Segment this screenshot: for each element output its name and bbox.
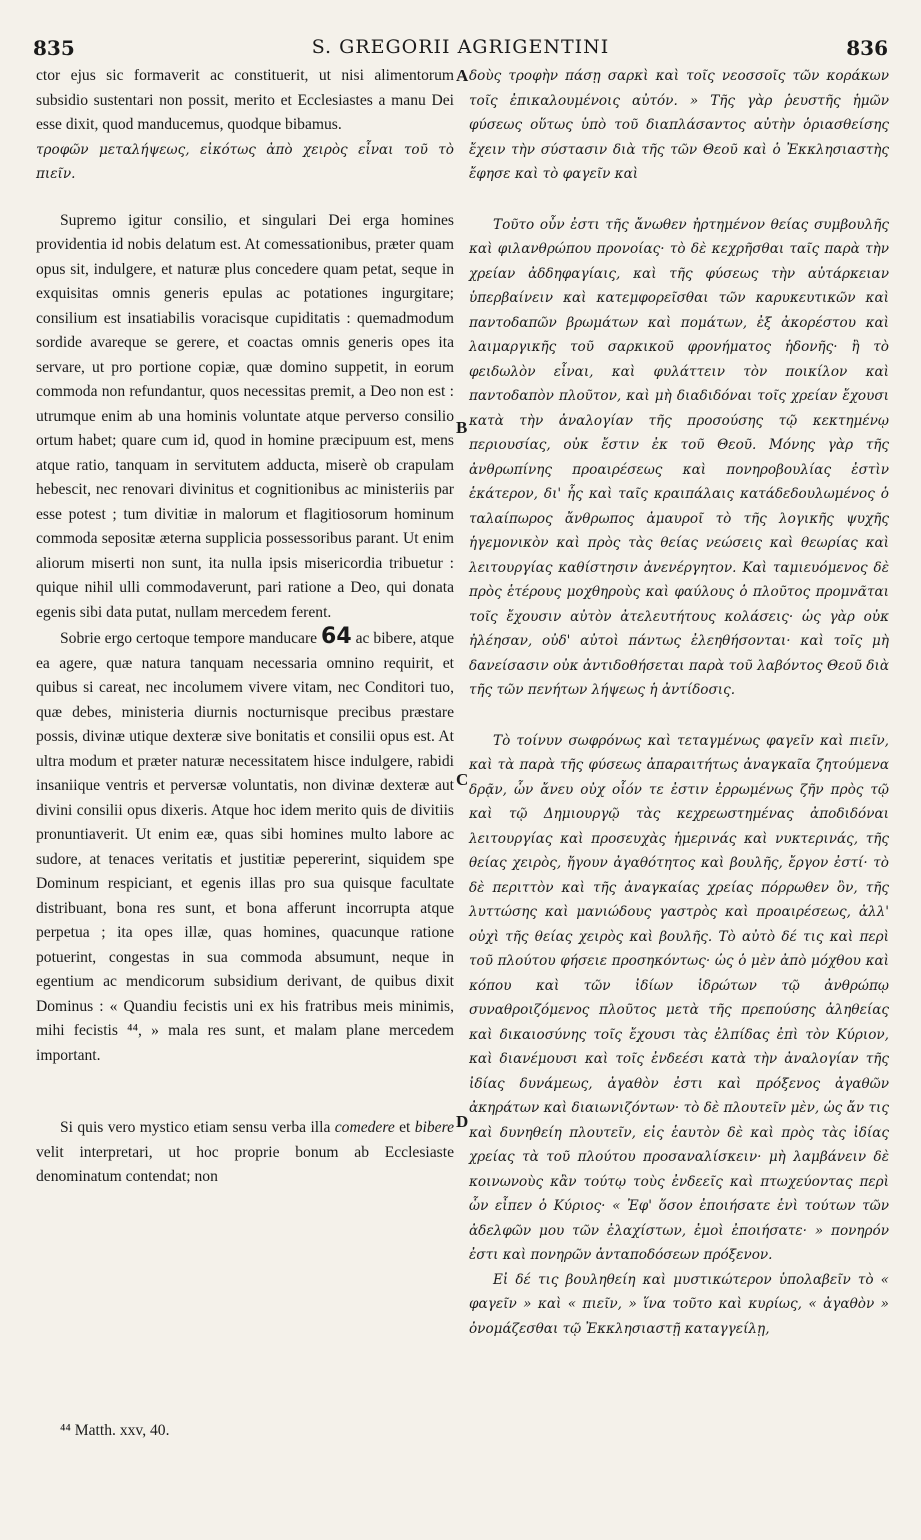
latin-paragraph: Sobrie ergo certoque tempore manducare 64 ac bibere, atque ea agere, quæ natura tanquam necessaria omnino requirit, et quibus si careat, nec incolumem vivere vitam, nec Conditori tuo, quæ debes, ministeria diurnis nocturnisque precibus præstare possis, divinæ utique dexteræ sive bonitatis et consilii opus est. At ultra modum et præter naturæ necessitatem hisce indulgere, rabidi insaniique ventris et perversæ voluntatis, non divinæ dexteræ aut divini consilii opus dixeris. Atque hoc idem merito quis de divitiis pronuntiaverit. Ut enim eæ, quas sibi homines multo labore ac sudore, at tenaces veritatis et justitiæ pepererint, siquidem spe Dominum respiciant, et egenis illas pro sua quisque facultate distribuant, bona res sunt, et bona afferunt incorrupta atque perpetua ; ita opes illæ, quas homines, quacunque ratione potuerint, congestas in sua commoda absumunt, neque in egentium ac mendicorum subsidium derivant, de quibus dixit Dominus : « Quandiu fecistis uni ex his fratribus meis minimis, mihi fecistis ⁴⁴, » mala res sunt, et malam plane mercedem important. [36,624,454,1064]
greek-fragment: τροφῶν μεταλήψεως, εἰκότως ἀπὸ χειρὸς εἶναι τοῦ τὸ πιεῖν. [36,141,454,182]
greek-paragraph: Εἰ δέ τις βουληθείη καὶ μυστικώτερον ὑπολαβεῖν τὸ « φαγεῖν » καὶ « πιεῖν, » ἵνα τοῦτο καὶ κυρίως, « ἀγαθὸν » ὀνομάζεσθαι τῷ Ἐκκλησιαστῇ καταγγείλῃ, [469,1271,889,1337]
left-page-number: 835 [33,36,75,60]
margin-marker-a: A [456,66,469,85]
column-number: 64 [321,624,352,649]
greek-paragraph: δοὺς τροφὴν πάσῃ σαρκὶ καὶ τοῖς νεοσσοῖς τῶν κοράκων τοῖς ἐπικαλουμένοις αὐτόν. » Τῆς γὰρ ῥευστῆς ἡμῶν φύσεως οὕτως ὑπὸ τοῦ διαπλάσαντος αὐτὴν ὁριασθείσης ἔχειν τὴν σύστασιν διὰ τῆς τῶν Θεοῦ καὶ ὁ Ἐκκλησιαστὴς ἔφησε καὶ τὸ φαγεῖν καὶ [469,68,889,182]
margin-marker-d: D [456,1112,469,1131]
latin-paragraph: ctor ejus sic formaverit ac constituerit, ut nisi alimentorum subsidio sustentari non possit, merito et Ecclesiastes a manu Dei esse dixit, quod manducemus, quodque bibamus. [36,67,454,133]
greek-paragraph: Τὸ τοίνυν σωφρόνως καὶ τεταγμένως φαγεῖν καὶ πιεῖν, καὶ τὰ παρὰ τῆς φύσεως ἀπαραιτήτως ἀναγκαῖα ζητούμενα δρᾷν, ὧν ἄνευ οὐχ οἷόν τε ἐστιν ἐρρωμένως ζῆν πρὸς τῷ καὶ τῷ Δημιουργῷ τὰς κεχρεωστημένας ἀποδιδόναι λειτουργίας καὶ προσευχὰς ἡμερινάς καὶ νυκτερινάς, τῆς θείας χειρὸς, ἤγουν ἀγαθότητος καὶ βουλῆς, ἔργον ἐστί· τὸ δὲ περιττὸν καὶ τῆς ἀναγκαίας χρείας πόρρωθεν ὂν, τῆς λυττώσης καὶ μανιώδους γαστρὸς καὶ προαιρέσεως, ἀλλ' οὐχὶ τῆς θείας χειρὸς καὶ βουλῆς. Τὸ αὐτὸ δέ τις καὶ περὶ τοῦ πλούτου φήσειε προσηκόντως· ὡς ὁ μὲν ἀπὸ μόχθου καὶ κόπου καὶ τῶν ἰδίων ἱδρώτων τῷ ἀνθρώπῳ συναθροιζόμενος πλοῦτος μετὰ τῆς πρεπούσης ἀληθείας καὶ δικαιοσύνης τοῖς ἔχουσι τὰς ἐλπίδας ἐπὶ τὸν Κύριον, καὶ διανέμουσι καὶ τοῖς ἐνδεέσι κατὰ τὴν ἀναλογίαν τῆς ἰδίας δυνάμεως, ἀγαθὸν ἐστι καὶ πρόξενος ἀγαθῶν ἀκηράτων καὶ διαιωνιζόντων· τὸ δὲ πλουτεῖν μὲν, ὡς ἄν τις καὶ δυνηθείη πλουτεῖν, εἰς ἑαυτὸν δὲ καὶ πρὸς τὰς ἰδίας χρείας τὰ τοῦ πλούτου προσαναλίσκειν· μὴ λαμβάνειν δὲ κοινωνοὺς κἂν τούτῳ τοὺς ἐνδεεῖς καὶ πτωχεύοντας περὶ ὧν εἶπεν ὁ Κύριος· « Ἐφ' ὅσον ἐποιήσατε ἑνὶ τούτων τῶν ἀδελφῶν μου τῶν ἐλαχίστων, ἐμοὶ ἐποιήσατε· » πονηρόν ἐστι καὶ πονηρῶν ἀνταποδόσεων πρόξενον. [469,732,889,1263]
running-title: S. GREGORII AGRIGENTINI [311,36,610,58]
page-header [33,36,888,62]
right-page-number: 836 [846,36,888,60]
margin-marker-b: B [456,418,468,437]
greek-column [469,64,889,1341]
latin-paragraph: Si quis vero mystico etiam sensu verba illa comedere et bibere velit interpretari, ut hoc proprie bonum ab Ecclesiaste denominatum contendat; non [36,1119,455,1185]
greek-paragraph: Τοῦτο οὖν ἐστι τῆς ἄνωθεν ἠρτημένον θείας συμβουλῆς καὶ φιλανθρώπου προνοίας· τὸ δὲ κεχρῆσθαι ταῖς παρὰ τὴν χρείαν ἀδδηφαγίαις, καὶ τῆς φύσεως τὴν αὐτάρκειαν ὑπερβαίνειν καὶ κατεμφορεῖσθαι τῶν καρυκευτικῶν καὶ παντοδαπῶν βρωμάτων καὶ πομάτων, ἐξ ἀκορέστου καὶ λαιμαργικῆς τοῦ σαρκικοῦ φρονήματος ἡδονῆς· ἢ τὸ φειδωλὸν εἶναι, καὶ φυλάττειν τὸν ποικίλον καὶ παντοδαπὸν πλοῦτον, καὶ μὴ διαδιδόναι τοῖς χρείαν ἔχουσι κατὰ τὴν ἀναλογίαν τῆς προσούσης τῷ κεκτημένῳ περιουσίας, οὐκ ἔστιν ἐκ τοῦ Θεοῦ. Μόνης γὰρ τῆς ἀνθρωπίνης προαιρέσεως καὶ πονηροβουλίας ἐστὶν ἑκάτερον, δι' ἧς καὶ ταῖς κραιπάλαις κατάδεδουλωμένος ὁ ταλαίπωρος ἄνθρωπος ἀμαυροῖ τὸ τῆς λογικῆς ψυχῆς ἡγεμονικὸν καὶ πρὸς τὰς θείας νεώσεις καὶ θεωρίας καὶ λειτουργίας καθίστησιν ἀνενέργητον. Καὶ ταμιευόμενος δὲ πρὸς ἑτέρους μοχθηροὺς καὶ φαύλους ὁ πλοῦτος προμνᾶται τοῖς ἔχουσιν αὐτὸν ἀτελευτήτους κολάσεις· ὡς γὰρ οὐκ ἠλέησαν, οὐδ' αὐτοὶ πάντως ἐλεηθήσονται· καὶ τοῖς μὴ δανείσασιν οὐκ ἀντιδοθήσεται παρὰ τοῦ λαβόντος Θεοῦ διὰ τῆς τῶν πενήτων λήψεως ἡ ἀντίδοσις. [469,216,889,698]
latin-paragraph: Supremo igitur consilio, et singulari Dei erga homines providentia id nobis delatum est. At comessationibus, præter quam opus sit, indulgere, et naturæ plus concedere quam petat, seque in exquisitas omnis generis epulas ac potationes ingurgitare; consilium est insatiabilis voracisque cupiditatis : quemadmodum sordide avareque se gerere, et coactas omnis generis opes ita servare, ut pro portione copiæ, quæ domino suppetit, in eorum commoda non refundantur, quos necessitas premit, a Deo non est : utrumque enim ab una hominis voluntate atque perverso consilio ortum habet; quare cum id, quod in homine præcipuum est, mens atque ratio, tanquam in servitutem adducta, miserè ob crapulam hebescit, nec renovari divinitus et cognitionibus ac ministeriis par esse potest ; tum divitiæ in malorum et flagitiosorum hominum commoda sepositæ æterna supplicia possessoribus parant. Ut enim aliorum miserti non sunt, ita nulla ipsis misericordia tribuetur : quique nihil ulli commodaverunt, pari ratione a Deo, qui donata egenis sibi data putat, nullam mercedem ferent. [36,211,454,621]
footnote: ⁴⁴ Matth. xxv, 40. [60,1422,170,1439]
latin-column [36,64,454,1190]
margin-marker-c: C [456,770,469,789]
